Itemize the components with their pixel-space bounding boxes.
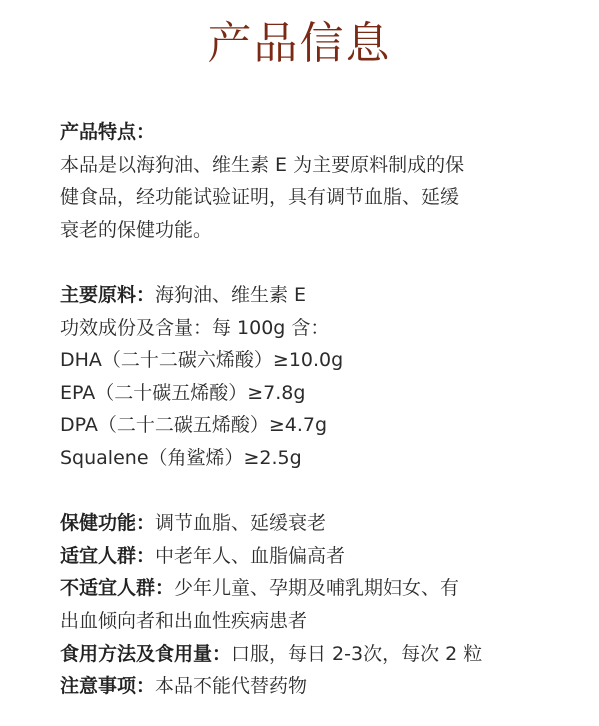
main-ingredients-value: 海狗油、维生素 E: [155, 283, 307, 306]
ingredient-item-dha: DHA（二十二碳六烯酸）≥10.0g: [60, 349, 344, 372]
ingredient-item-epa: EPA（二十碳五烯酸）≥7.8g: [60, 381, 306, 404]
usage-method-value: 口服，每日 2-3次，每次 2 粒: [231, 642, 483, 665]
section-spacer: [60, 246, 560, 279]
unsuitable-people-row: [60, 572, 560, 605]
page-title: 产品信息: [207, 18, 392, 69]
unsuitable-people-value-2: 出血倾向者和出血性疾病患者: [60, 609, 308, 632]
ingredient-item-squalene: Squalene（角鲨烯）≥2.5g: [60, 446, 302, 469]
unsuitable-people-label: 不适宜人群：: [60, 577, 175, 600]
main-ingredients-row: [60, 279, 560, 312]
suitable-people-value: 中老年人、血脂偏高者: [155, 544, 346, 567]
features-line-1: 本品是以海狗油、维生素 E 为主要原料制成的保: [60, 153, 465, 176]
product-info-content: [60, 116, 560, 703]
health-function-value: 调节血脂、延缓衰老: [155, 512, 327, 535]
features-line-2: 健食品，经功能试验证明，具有调节血脂、延缓: [60, 186, 460, 209]
section-spacer: [60, 475, 560, 508]
health-function-row: [60, 507, 560, 540]
notice-row: [60, 670, 560, 703]
notice-value: 本品不能代替药物: [155, 675, 308, 698]
features-label: 产品特点：: [60, 121, 156, 143]
active-content-label: 功效成份及含量：每 100g 含：: [60, 316, 330, 339]
usage-method-row: [60, 638, 560, 671]
notice-label: 注意事项：: [60, 675, 156, 698]
suitable-people-label: 适宜人群：: [60, 544, 156, 567]
unsuitable-people-value-1: 少年儿童、孕期及哺乳期妇女、有: [174, 577, 460, 600]
features-line-3: 衰老的保健功能。: [60, 218, 213, 241]
main-ingredients-label: 主要原料：: [60, 283, 156, 306]
usage-method-label: 食用方法及食用量：: [60, 642, 232, 665]
health-function-label: 保健功能：: [60, 512, 156, 535]
ingredient-item-dpa: DPA（二十二碳五烯酸）≥4.7g: [60, 414, 328, 437]
suitable-people-row: [60, 540, 560, 573]
